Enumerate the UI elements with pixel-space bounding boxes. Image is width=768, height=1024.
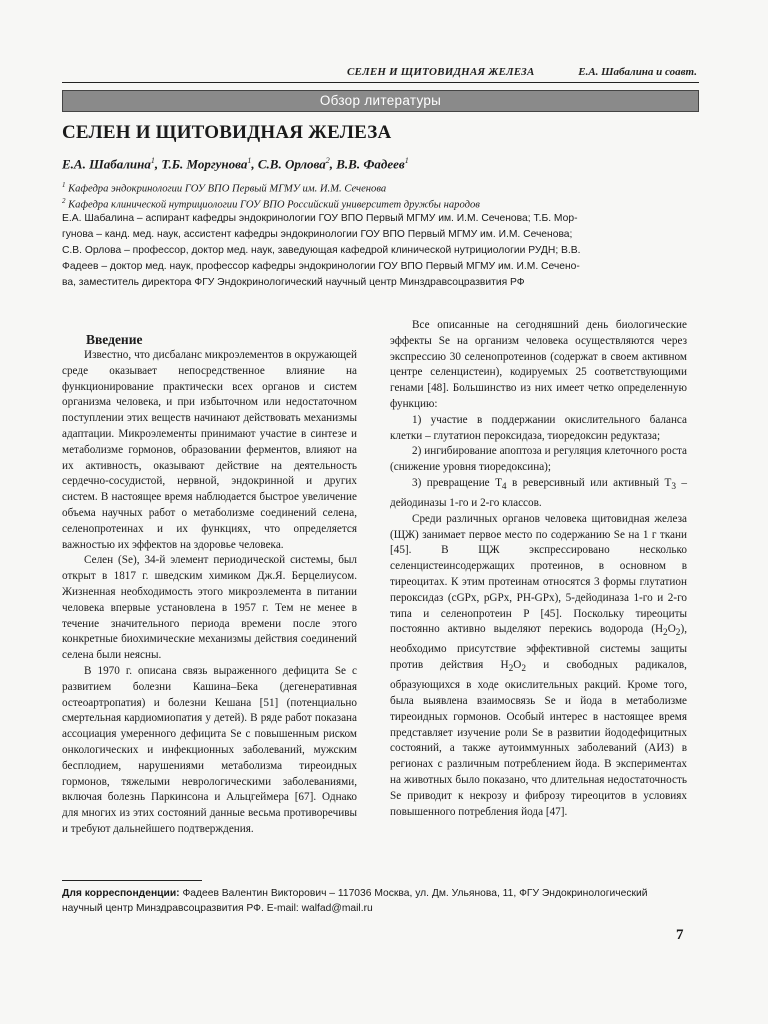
left-column bbox=[62, 318, 357, 838]
text-run: – дейодиназы 1-го и 2-го классов. bbox=[390, 476, 688, 509]
right-column bbox=[390, 318, 687, 820]
text-run: O bbox=[667, 623, 676, 636]
affiliation-1 bbox=[62, 181, 386, 195]
text-run: Среди различных органов человека щитовидная железа (ЩЖ) занимает первое место по содержанию Se на 1 г ткани [45]. В ЩЖ экспрессировано несколько селенцистеинсодержащих протеинов, в основном в тиреоцитах. К этим протеинам относятся 3 формы глутатион пероксидаз (cGPx, pGPx, PH-GPx), 5-дейодиназа 1-го и 2-го типа и селенопротеин P [45]. Поскольку тиреоциты постоянно активно выделяют перекись водорода (H bbox=[390, 512, 687, 636]
text-run: ), необходимо присутствие эффективной системы защиты против действия H bbox=[390, 623, 687, 672]
affiliation-mark: 2 bbox=[62, 197, 66, 205]
section-banner: Обзор литературы bbox=[62, 90, 699, 112]
affiliation-text: Кафедра эндокринологии ГОУ ВПО Первый МГМУ им. И.М. Сеченова bbox=[65, 183, 387, 195]
subscript: 2 bbox=[508, 664, 514, 675]
author-name: В.В. Фадеев bbox=[336, 156, 405, 172]
text-run: 3) превращение T bbox=[412, 476, 502, 489]
author-separator: , bbox=[154, 156, 162, 172]
affiliation-2 bbox=[62, 197, 480, 211]
subscript: 3 bbox=[671, 482, 676, 493]
article-title: СЕЛЕН И ЩИТОВИДНАЯ ЖЕЛЕЗА bbox=[62, 122, 392, 143]
text-run: O bbox=[513, 659, 522, 672]
text-run: в реверсивный или активный T bbox=[506, 476, 672, 489]
text-run: и свободных радикалов, образующихся в ходе окислительных ракций. Кроме того, была выявлена взаимосвязь Se и йода в метаболизме тиреоидных гормонов. Особый интерес в настоящее время представляет изучение роли Se в развитии йододефицитных состояний, а также аутоиммунных заболеваний (АИЗ) в регионах с различным потреблением йода. В экспериментах на животных было показано, что длительная недостаточность Se приводит к некрозу и фиброзу тиреоцитов в условиях повышенного потребления йода [47]. bbox=[390, 659, 687, 818]
author-affiliation-mark: 1 bbox=[247, 156, 252, 165]
subscript: 4 bbox=[501, 482, 507, 493]
list-item: 2) ингибирование апоптоза и регуляция клеточного роста (снижение уровня тиоредоксина); bbox=[390, 445, 687, 474]
author-info-line: Фадеев – доктор мед. наук, профессор кафедры эндокринологии ГОУ ВПО Первый МГМУ им. И.М. Сечено- bbox=[62, 261, 580, 272]
footnote-text: Фадеев Валентин Викторович – 117036 Москва, ул. Дм. Ульянова, 11, ФГУ Эндокринологический bbox=[179, 888, 648, 899]
author-list bbox=[62, 156, 409, 172]
paragraph: Известно, что дисбаланс микроэлементов в окружающей среде оказывает непосредственное влияние на функционирование практически всех органов и систем организма человека, и при избыточном или недостаточном поступлении этих веществ начинают действовать механизмы адаптации. Микроэлементы принимают участие в синтезе и метаболизме гормонов, образовании ферментов, влияют на их активность, оказывают действие на деятельность сердечно-сосудистой, нервной, эндокринной и других систем. В настоящее время наблюдается быстрое увеличение объема научных работ о метаболизме соединений селена, селенопротеинах и их функциях, что определяется важностью их эффектов на здоровье человека. bbox=[62, 349, 357, 551]
running-title: СЕЛЕН И ЩИТОВИДНАЯ ЖЕЛЕЗА bbox=[347, 66, 535, 78]
author-affiliation-mark: 2 bbox=[325, 156, 330, 165]
paragraph: В 1970 г. описана связь выраженного дефицита Se с развитием болезни Кашина–Бека (дегенеративная остеоартропатия) и болезни Кешана [51] (потенциально смертельная кардиомиопатия у детей). В ряде работ показана ассоциация умеренного дефицита Se с повышенным риском онкологических и инфекционных заболеваний, мужским бесплодием, нарушениями метаболизма тиреоидных гормонов, тяжелыми неврологическими заболеваниями, включая болезнь Паркинсона и Альцгеймера [67]. Однако для многих из этих состояний данные весьма противоречивы и требуют дальнейшего подтверждения. bbox=[62, 664, 357, 835]
subscript: 2 bbox=[675, 628, 681, 639]
author-separator: , bbox=[251, 156, 258, 172]
footnote-label: Для корреспонденции: bbox=[62, 888, 180, 899]
author-info bbox=[62, 211, 700, 291]
author-info-line: гунова – канд. мед. наук, ассистент кафедры эндокринологии ГОУ ВПО Первый МГМУ им. И.М. Сеченова; bbox=[62, 229, 573, 240]
list-item bbox=[390, 476, 687, 512]
affiliation-mark: 1 bbox=[62, 181, 66, 189]
affiliation-text: Кафедра клинической нутрициологии ГОУ ВПО Российский университет дружбы народов bbox=[65, 199, 480, 211]
running-authors: Е.А. Шабалина и соавт. bbox=[578, 66, 697, 78]
paragraph bbox=[390, 512, 687, 821]
section-heading-introduction: Введение bbox=[86, 332, 143, 347]
author-affiliation-mark: 1 bbox=[404, 156, 409, 165]
author-separator: , bbox=[329, 156, 337, 172]
paragraph: Все описанные на сегодняшний день биологические эффекты Se на организм человека осуществляются через экспрессию 30 селенопротеинов (содержат в своем активном центре селенцистеин), кодируемых 25 соответствующими генами [48]. Большинство из них имеет четко определенную функцию: bbox=[390, 319, 687, 410]
author-info-line: С.В. Орлова – профессор, доктор мед. наук, заведующая кафедрой клинической нутрициологии РУДН; В.В. bbox=[62, 245, 581, 256]
author-name: Е.А. Шабалина bbox=[62, 156, 151, 172]
page-number: 7 bbox=[676, 927, 684, 943]
subscript: 2 bbox=[663, 628, 668, 639]
author-name: С.В. Орлова bbox=[257, 156, 326, 172]
list-item: 1) участие в поддержании окислительного баланса клетки – глутатион пероксидаза, тиоредоксин редуктаза; bbox=[390, 413, 687, 442]
author-info-line: Е.А. Шабалина – аспирант кафедры эндокринологии ГОУ ВПО Первый МГМУ им. И.М. Сеченова; Т.Б. Мор- bbox=[62, 213, 578, 224]
running-header bbox=[62, 64, 699, 83]
author-name: Т.Б. Моргунова bbox=[161, 156, 248, 172]
paragraph: Селен (Se), 34-й элемент периодической системы, был открыт в 1817 г. шведским химиком Дж.Я. Берцелиусом. Жизненная необходимость этого микроэлемента в питании человека впервые установлена в 1957 г. Тем не менее в течение значительного периода времени после этого конкретные биохимические механизмы действия соединений селена были неясны. bbox=[62, 554, 357, 662]
correspondence-footnote bbox=[62, 886, 702, 916]
footnote-text: научный центр Минздравсоцразвития РФ. E-mail: walfad@mail.ru bbox=[62, 903, 373, 914]
author-affiliation-mark: 1 bbox=[150, 156, 155, 165]
footnote-divider bbox=[62, 880, 202, 881]
author-info-line: ва, заместитель директора ФГУ Эндокринологический научный центр Минздравсоцразвития РФ bbox=[62, 277, 525, 288]
subscript: 2 bbox=[521, 664, 527, 675]
